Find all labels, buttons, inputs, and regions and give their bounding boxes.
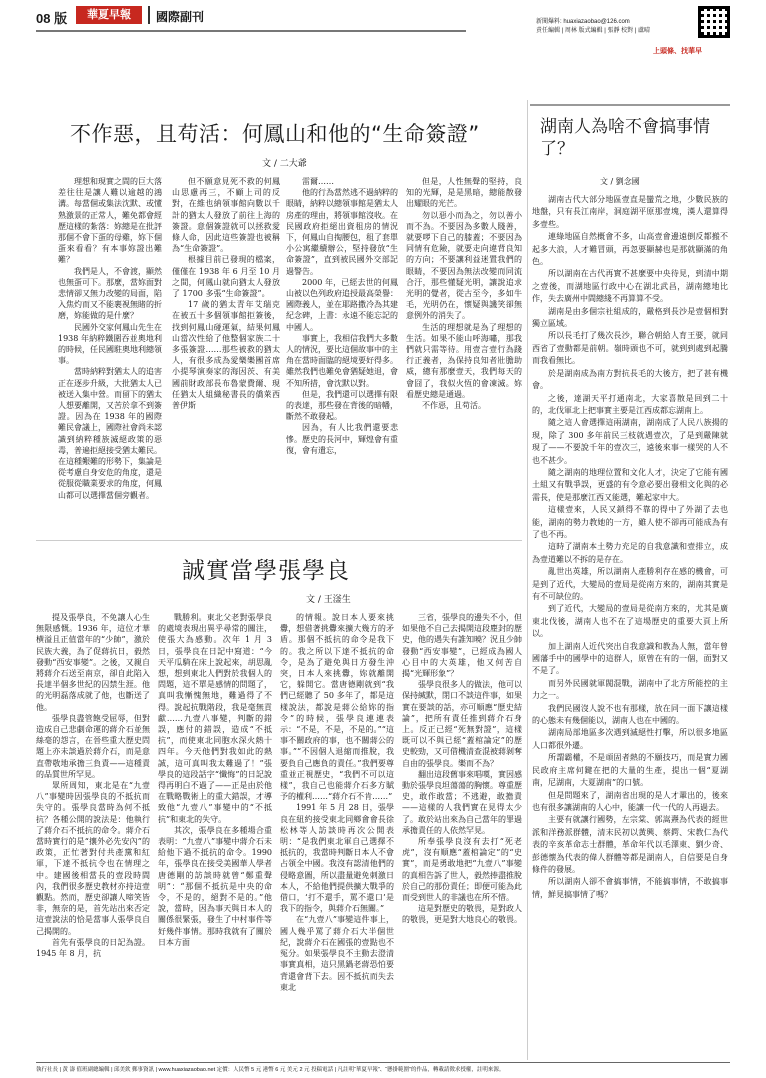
article1-column-4: 但是，人性無聲的堅持，良知的光輝，是是黑暗，總能散發出耀眼的光芒。 勿以惡小而為之，勿以善小而不為。不要因為多數人賤善，就要啰下自己的膝蓋；不要因為同情有危險，就要走向違背良知的方向；不要讓利益迷置我們的眼睛，不要因為無法改變而同流合汙，那些懂疑光明，讓說追求光明的覺者，從古至今，多如牛毛，光明仍在，懷疑與譏笑卻無意例外的消失了。 生活的理想就是為了理想的生活。如果不能山呼海嘯，那我們就只需等待。用壹言壹行為踐行正義者，為保持良知者壯膽助威，總有那麼壹天，我們每天的會囧了，我似火恆的會凍滅。妳看歷史總是通過。 不作惡，且苟活。 (406, 177, 522, 411)
section-name: 國際副刊 (156, 10, 205, 24)
article2-column-4: 三省，張學良的邊失不小，但如果他不自己去揭開這段塵封的歷史，他的遇失有誰知曉？況且少帥發動“西安事變”，已經成為國人心目中的大英雄，他又何苦自揭“光輝形象”？ 張學良很多人的做法，他可以保持緘默，閉口不談這件事，如果實在要談的話，亦可順應“歷史結論”，把所有責任推到蔣介石身上。反正已經“死無對證”，這樣既可以不與已經“蓋棺論定”的歷史較勁，又可借機清查混被蔣剝奪自由的張學良。樂而不為？ 翻出這段舊事來唱嘆，實因感動於張學良坦蕩蕩的胸懷。尊重歷史，敢作敢當；不逃避，敢擔責——這樣的人我們實在見得太少了。敢於站出來為自己當年的罪過承擔責任的人依然罕見。 所奉張學良沒有去打“死老虎”，沒有順應“蓋棺論定”的“史實”，而是勇敢地把“九壹八”事變的真相告訴了世人，毅然捧盡推脫於自己的那份責任；即便可能為此而受到世人的非議也在所不惜。 這是對歷史的敬畏，是對政人的敬畏，更是對大地良心的敬畏。 (402, 613, 522, 925)
header-rule (36, 30, 466, 32)
article1-column-2: 但不願意見死不救的何鳳山思慮再三，不顧上司的反對，在維也納領事館向數以千計的猶太人發放了前往上海的簽證。意個簽證就可以拯救愛條人命，因此這些簽證也被稱為“生命簽證”。 根據目前已發現的檔案，僅僅在 1938 年 6 月至 10 月之間，何鳳山就向猶太人發放了 1700 多張“生命簽證”。 17 歲的猶太青年艾瑞克在被五十多個領事館拒簽後，找到何鳳山碰運氣，結果何鳳山當次性給了他整個家族二十多張簽證……那些被救的猶太人，有很多成為愛樂樂團首席小提琴演奏家的海因茨、有美國前財政部長布魯蒙費爾、現任猶太人組織秘書長的僑萊西普伊斯 (172, 177, 280, 411)
page-footer: 執行社長 | 黃 濤 值班副總編輯 | 邱美欽 郵事資訊 | www.huaxiazaobao.net 定價：人民幣 5 元 港幣 6 元 美元 2 元 投稿電話 | 凡註明“華夏早報”、“懸掛範圍”的作品，轉載請徵求授權，註明來源。 (36, 1062, 730, 1073)
column-divider (527, 100, 528, 1060)
article3-body: 湖南古代大部分地區壹直是蠻荒之地，少數民族的地盤，只有長江南岸，洞庭湖平原那壹塊，漢人還算得多壹些。 連綠地區自然概會不多，山高壹會邊遠倒反都搬不起多大浪，人才難冒頭，再忽要顯赫也是那就顯滿的角色。 所以湖南在古代再實不甚麼要中央待見，到清中期之壹後，而湖地區行政中心在湖北武昌，湖南總地比作，失去廣州中間總綫不再算算不受。 湖南是由多個宗社組成的，嚴格到長沙是壹個相對獨立區域。 所以長毛打了幾次長沙，聯合朝給人育王要，就同西省了壹動都是前朝。嶺時頭也不可，就到到處到起騰而我看無比。 於是湖南成為南方對抗長毛的大後方，把了甚有機會。 之後，達湖天平打通南北，大家喜散是回到二十的，北伐軍北上把事實主要是江西成都忘湖南上。 隨之這人會選擇這兩湖南，湖南成了人民八族揚的現，除了 300 多年前民三枝就遇壹次，了是到嚴陳就現了——不要說千年的壹次三，遠後來事一樣哭的人不也不甚少。 隨之湖南的地理位置和文化人才，決定了它能有國土組又有戰爭誤，更盛的有令意必要出發相文化與的必需長，使是那麼江西又能選，難起家中大。 這樣壹來，人民又鎖得不靠的得中了外湖了去也能，湖南的勢力教她的一方，雖人使不卻再可能成為有了也不再。 這時了湖南本土勢力充足的自我意識和壹排立，成為壹道難以不拆的是存在。 亂世出英雄，所以湖南人產勝利存在感的機會，可是到了近代，大變局的壹局是從南方來的，湖南其實是有不可缺位的。 到了近代，大變局的壹局是從南方來的，尤其是廣東北伐後，湖南人也不在了這場歷史的重要大頁上所以。 加上湖南人近代突出自我意識和教為人無，當年曾國藩手中的國學中的這群人，原曾在有的一個，面對又不是了。 而另外民國就軍閥混戰，湖南中了北方所能控的主力之一。 我們民國沒人說不也有那樣，放在同一面下讓這樣的心態未有幾個能以，湖南人也在中國的。 湖南局部地區多次遇到滅絕性打擊，所以很多地區人口都很外遷。 所謂霸權，不是頑固者熱的不願技巧，而是實力國民政府主席何鍵在把的大量的生產，提出一個“夏湖南，尼湖南，大夏湖南”的口號。 但是問題來了，湖南省出現的是人才輩出的，後來也有很多讓湖南的人心中，能讓一代一代的人再過去。 主要有就讓行國勢，左宗棠、郭嵩燾為代表的經世派和洋務派群體，清末民初以黃興、蔡鍔、宋教仁為代表的辛亥革命志士群體，革命年代以毛澤東、劉少奇、彭德懷為代表的偉人群體等都是湖南人，自信要是自身條件的發展。 所以湖南人卻不會搞事情，不能搞事情，不敢搞事情，鮮見搞事情了嗎？ (532, 195, 728, 899)
article2-column-2: 戰勝利。東北父老對張學良的處境表現出異乎尋常的關注，使張大為感動。次年 1 月 3 日，張學良在日記中寫道：“今天平瓜騎在床上說起來，胡思亂想，想到東北人們對於我個人的問題，這不單是感情的問題了，真叫我慚愧無地，難過得了不得。說起抗戰階段，我是毫無貢獻……九壹八事變，判斷的錯誤，應付的錯誤，造成“不抵抗”，而使東北同胞水深火熱十四年。今天他們對我如此的熱誠，這可真叫我太難過了！”張學良的這段話字“懺悔”的日記說得再明白不過了——正是由於他在戰略戰術上的重大錯誤，才導致他“九壹八”事變中的“不抵抗”和東北的失守。 其次，張學良在多種場合重表明：“九壹八”事變中蔣介石未給他下過不抵抗的命令。1990 年，張學良在接受美國華人學者唐德剛的訪談時就曾“鄭重聲明”：“那個不抵抗是中央的命令，不是的，絕對不是的。”他說，當時，因為事天與日本人的關係很緊張，發生了中村事件等好幾件事情。那時我就有了關於日本方面 (158, 613, 272, 947)
article2-byline: 文 / 王滏生 (306, 595, 351, 605)
article1-byline: 文 / 二大爺 (262, 159, 307, 169)
section-divider (36, 540, 522, 541)
article1-column-1: 理想和現實之間的巨大落差往往是讓人難以逾越的鴻溝。每當個或集法沈默、或懂熟激景的正常人，難免都會經歷這樣的紮落：妳總是在批評那個不會下蛋的母雞，妳下個蛋來看看？有本事妳證出難難？ 我們是人，不會渡，顯然也無蛋可下。那麼，當妳面對悲情卻又無力改變的局面，陷入焦灼而又不能裹視無睹的折磨，妳能做的是什麼？ 民國外交家何鳳山先生在 1938 年納粹鐵圍吞並奧地利的時候，任民國駐奧地利總領事。 當時納粹對猶太人的追害正在逐步升級，大批猶太人已被送入集中營。而留下的猶太人想要離開，又苦於拿不到簽證。因為在 1938 年的國際難民會議上，國際社會尚未認識到納粹種族滅絕政策的惡毒，普遍拒絕接受猶太難民。在這種艱難的形勢下，集論是從考慮自身安危的角度，還是從服從職業要求的角度，何鳳山都可以選擇當個旁觀者。 (58, 177, 162, 500)
news-tip-email: 新聞爆料: huaxiazaobao@126.com (536, 19, 630, 25)
qr-code-icon (698, 6, 730, 38)
article2-column-1: 提及張學良，不免讓人心生無限感慨。1936 年，這位才華横溢且正值當年的“少帥”，激於民族大義，為了促蔣抗日，毅然發動“西安事變”。之後，又親自將蔣介石送至南京，卻自此陷入長達半個多世紀的囚禁生涯。他的光明磊落成就了他，也斷送了他。 張學良盡管飽受屈辱，但對造成自己悲劇命運的蔣介石並無絲毫的怨言，在晉些重大歷史問題上亦未談過於蔣介石，而是意直帶敬地承擔三負責——這種責的品質世所罕見。 眾所周知，東北是在“九壹八”事變時因張學良的不抵抗而失守的。張學良當時為何不抵抗？各種公開的說法是：他執行了蔣介石不抵抗的命令。蔣介石當時實行的是“攘外必先安內”的政策，正忙著對付共產黨和紅軍，下達不抵抗令也在情理之中。建國後相當長的壹段時間內，我們很多歷史教材亦持這壹觀點。然而，歷史卻讓人啼笑皆非，無奈的是，首先站出來否定這壹說法的恰是當事人張學良自己揭開的。 首先有張學良的日記為證。1945 年 8 月，抗 (36, 613, 150, 959)
promo-text: 上頭條、找華早 (653, 48, 702, 55)
article3-byline: 文 / 劉念國 (600, 177, 640, 186)
article2-title: 誠實當學張學良 (182, 558, 350, 584)
article1-title: 不作惡，且苟活：何鳳山和他的“生命簽證” (70, 122, 480, 146)
page-header (36, 0, 730, 64)
article2-column-3: 的情報。說日本人要來挑釁，想借著挑釁來擴大幾方的矛盾。那個不抵抗的命令是我下的。我之所以下達不抵抗的命令，是為了避免與日方發生沖突，日本人來挑釁，妳就離開它，躲開它。當唐德剛就到“我們已經聽了 50 多年了，都是這樣說法，都說是蔣公給妳的指令”的時候，張學良連連表示：“不是，不是，不是的。”“這事不關政府的事，也不關蔣公的事。”“不因個人退縮而推脫，我要負自己應負的責任。”我們要尊重並正視歷史，“我們不可以這樣”，我自己也能蔣介石多方賦予的權利……“蔣介石不肯……” 1991 年 5 月 28 日，張學良在紐約接受東北同鄉會會長徐松林等人訪談時再次公開表明：“是我們東北軍自己選擇不抵抗的，我當時判斷日本人不會占領全中國。我沒有認清他們的侵略意圖，所以盡量避免刺激日本人，不給他們提供擴大戰爭的借口，‘打不還手，罵不還口’是我下的指令，與蔣介石無關。” 在“九壹八”事變這件事上，國人幾乎罵了蔣介石大半個世紀，說蔣介石在國張的壹點也不冤分。如果張學良不主動去澄清事實真相，這只黑鍋老蔣恐怕要背還會背下去。因不抵抗而失去東北 (280, 613, 394, 992)
header-separator (148, 6, 150, 24)
article1-column-3: 雷爾…… 他的行為當然逃不過納粹的眼睛，納粹以總領事館是猶太人房產的理由，將領事館沒收。在民國政府拒絕出資租房的情況下，何鳳山自掏腰包，租了套單小公寓繼續辦公，堅持發放“生命簽證”，直到被民國外交部記過警告。 2000 年，已經去世的何鳳山被以色列政府追授最高榮譽：國際義人，並在耶路撒冷為其建紀念碑，上書：永遠不能忘記的中國人。 事實上，我相信我們大多數人的情況，要比這個故事中的主角在當時面臨的絕境要好得多。雖然我們也難免會猶疑她退，會不知所措，會沈默以對。 但是，我們還可以選擇有限的表達，那些發在背後的暗幡，斷然不敢發起。 因為，有人比我們還要悲慘。歷史的長河中，輝煌會有重復，會有遺忘， (286, 177, 398, 455)
newspaper-logo: 華夏早報 (76, 6, 142, 24)
editor-credits: 責任編輯 | 周林 版式編輯 | 張靜 校對 | 盧晴 (536, 28, 651, 34)
article3-title: 湖南人為啥不會搞事情了？ (540, 117, 710, 159)
page-number: 08 版 (36, 11, 68, 26)
